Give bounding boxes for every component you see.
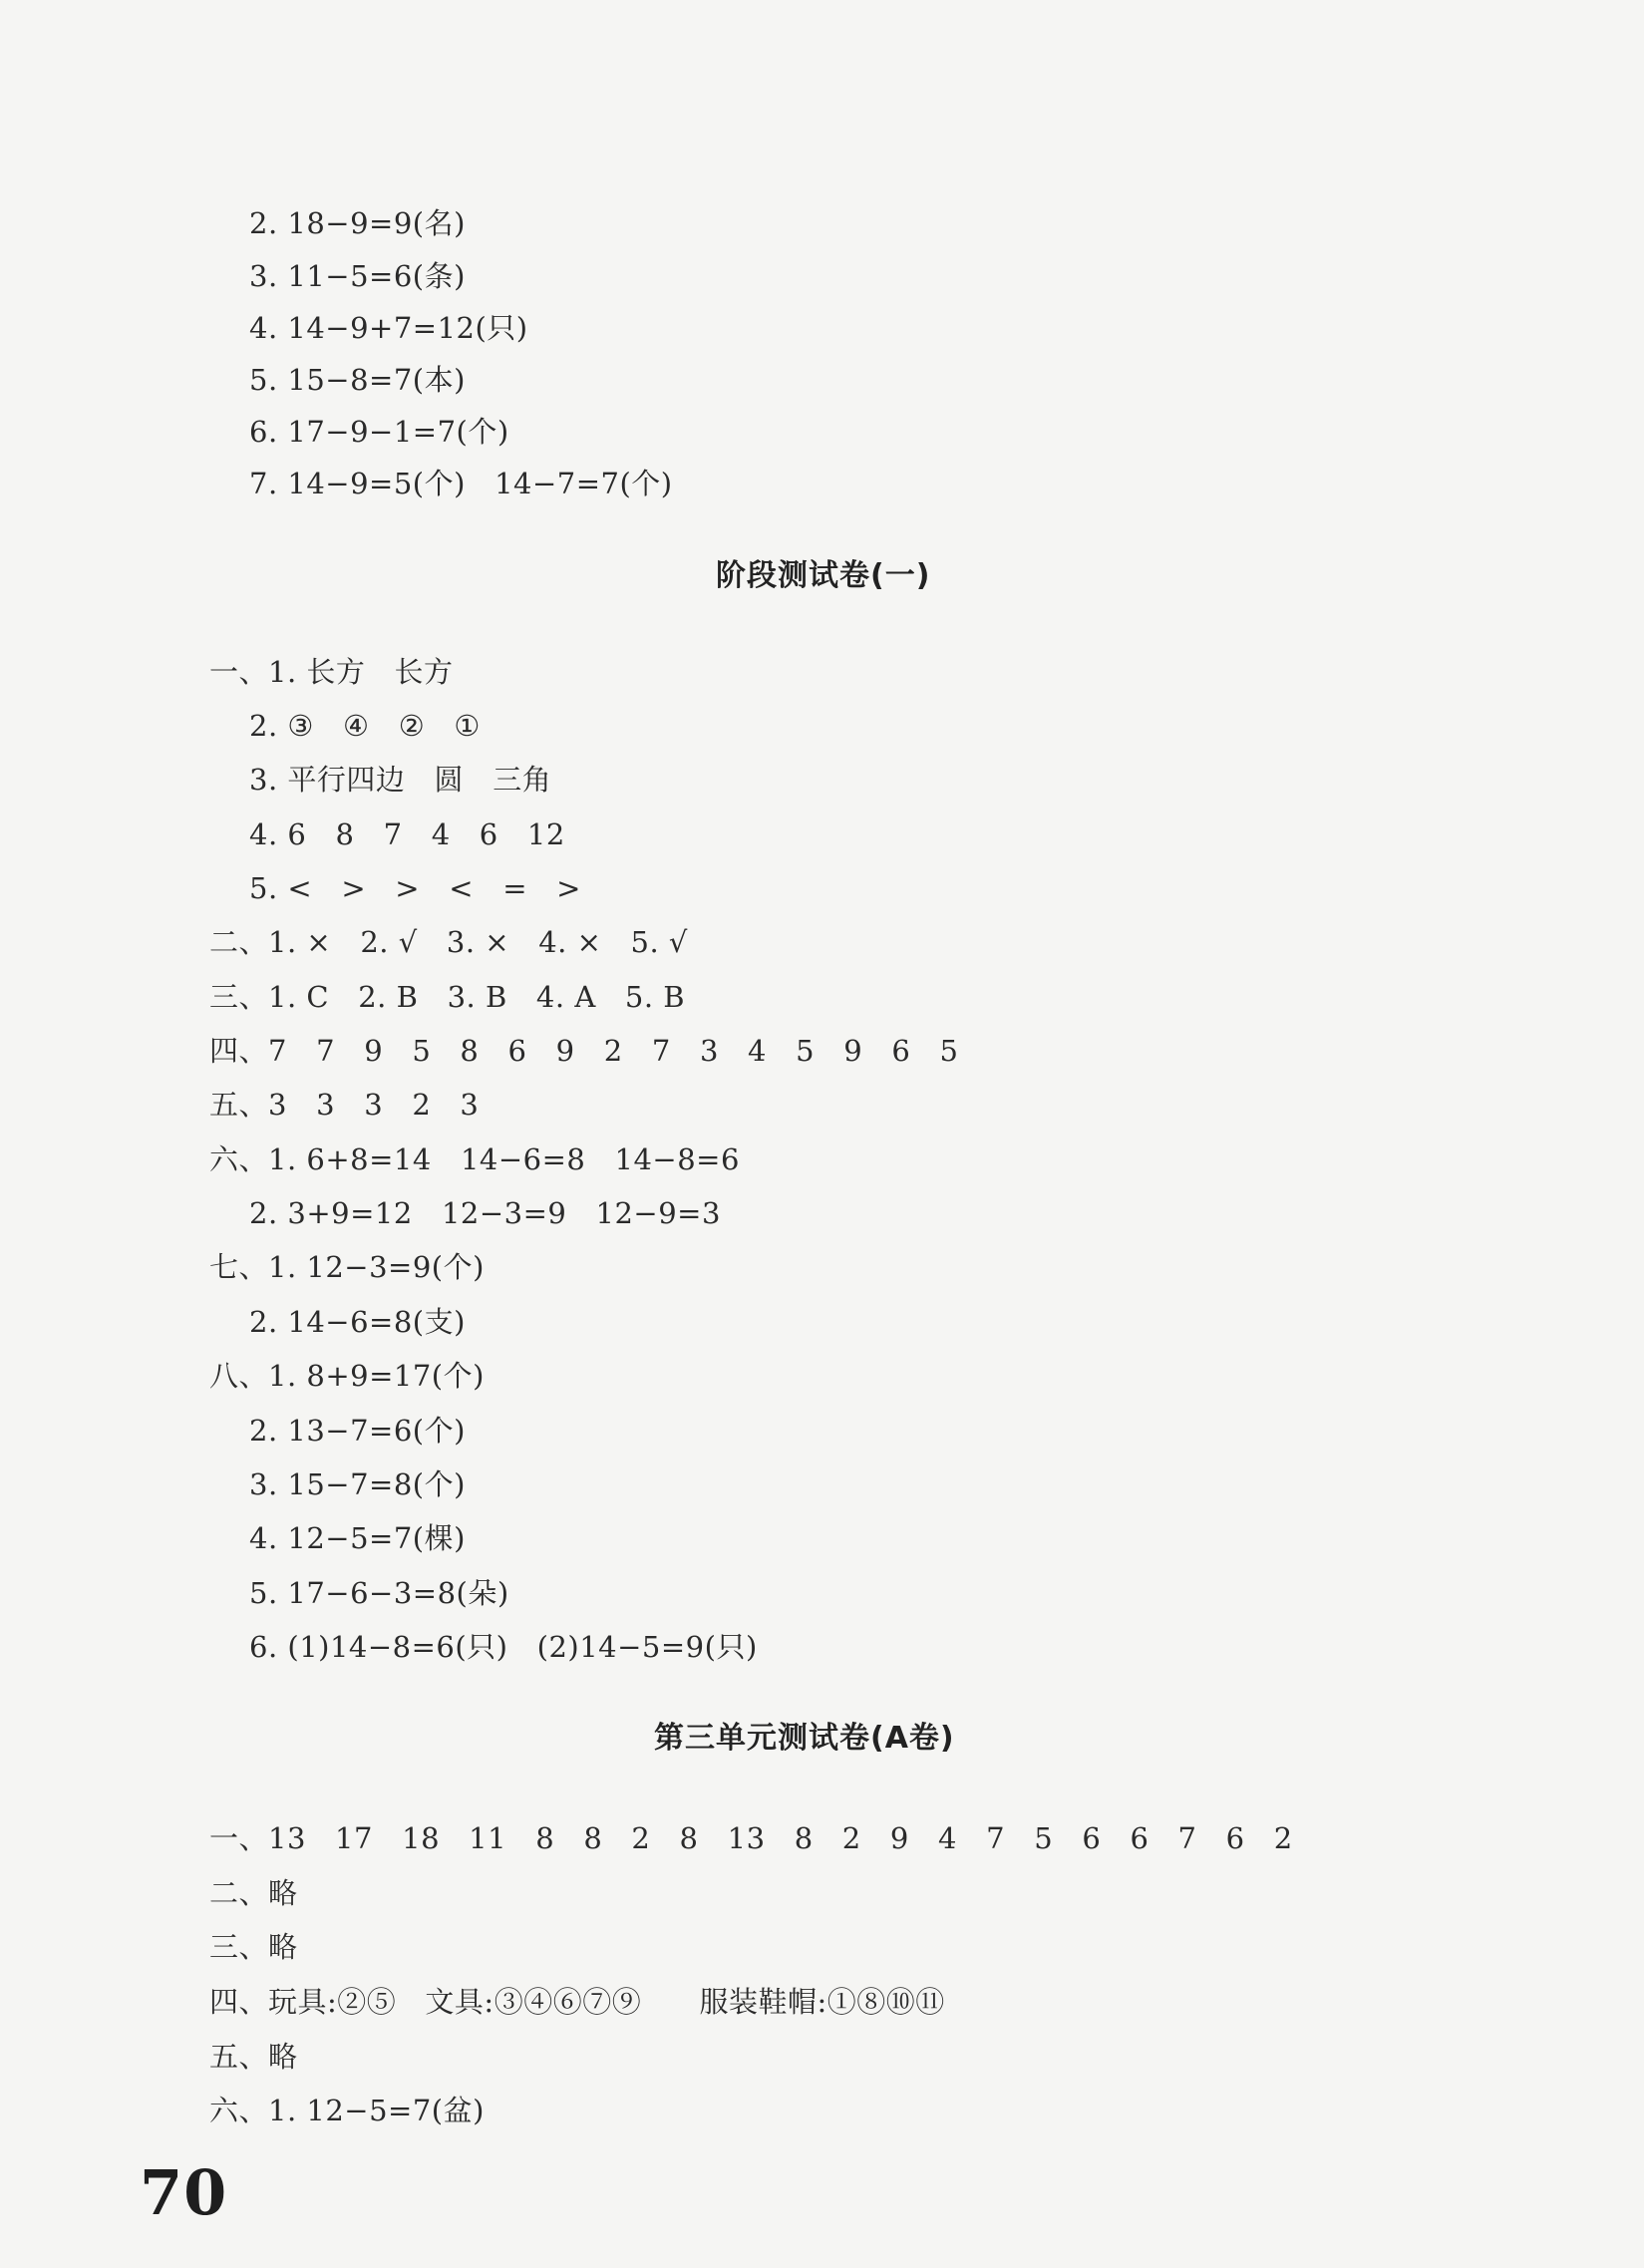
answer-line: 5. < > > < = > <box>249 871 581 905</box>
answer-line: 5. 15−8=7(本) <box>249 363 466 397</box>
answer-line: 6. 17−9−1=7(个) <box>249 415 509 449</box>
answer-line: 三、略 <box>209 1930 298 1964</box>
answer-line: 2. 3+9=12 12−3=9 12−9=3 <box>249 1196 721 1230</box>
answer-line: 四、7 7 9 5 8 6 9 2 7 3 4 5 9 6 5 <box>209 1034 959 1068</box>
section-title: 阶段测试卷(一) <box>716 558 931 593</box>
answer-line: 3. 15−7=8(个) <box>249 1467 466 1501</box>
answer-line: 八、1. 8+9=17(个) <box>209 1359 485 1393</box>
answer-line: 2. 13−7=6(个) <box>249 1414 466 1448</box>
answer-line: 3. 11−5=6(条) <box>249 259 466 293</box>
answer-line: 3. 平行四边 圆 三角 <box>249 763 552 797</box>
answer-line: 一、13 17 18 11 8 8 2 8 13 8 2 9 4 7 5 6 6 7 6 2 <box>209 1821 1293 1855</box>
answer-line: 三、1. C 2. B 3. B 4. A 5. B <box>209 980 686 1014</box>
answer-line: 六、1. 6+8=14 14−6=8 14−8=6 <box>209 1142 740 1176</box>
answer-line: 五、略 <box>209 2040 298 2074</box>
answer-line: 7. 14−9=5(个) 14−7=7(个) <box>249 467 673 500</box>
answer-line: 2. 18−9=9(名) <box>249 206 466 240</box>
answer-line: 二、略 <box>209 1876 298 1910</box>
section-title: 第三单元测试卷(A卷) <box>654 1721 955 1756</box>
answer-line: 一、1. 长方 长方 <box>209 655 454 689</box>
answer-line: 四、玩具:②⑤ 文具:③④⑥⑦⑨ 服装鞋帽:①⑧⑩⑪ <box>209 1985 945 2019</box>
answer-line: 六、1. 12−5=7(盆) <box>209 2094 485 2127</box>
answer-line: 五、3 3 3 2 3 <box>209 1088 480 1122</box>
answer-line: 4. 12−5=7(棵) <box>249 1521 466 1555</box>
answer-line: 6. (1)14−8=6(只) (2)14−5=9(只) <box>249 1630 758 1664</box>
answer-line: 4. 6 8 7 4 6 12 <box>249 817 565 851</box>
answer-line: 七、1. 12−3=9(个) <box>209 1250 485 1284</box>
answer-line: 2. 14−6=8(支) <box>249 1305 466 1339</box>
answer-line: 2. ③ ④ ② ① <box>249 709 481 743</box>
page-number: 70 <box>140 2156 228 2229</box>
answer-line: 4. 14−9+7=12(只) <box>249 311 528 345</box>
answer-line: 二、1. × 2. √ 3. × 4. × 5. √ <box>209 925 688 959</box>
answer-line: 5. 17−6−3=8(朵) <box>249 1576 509 1610</box>
